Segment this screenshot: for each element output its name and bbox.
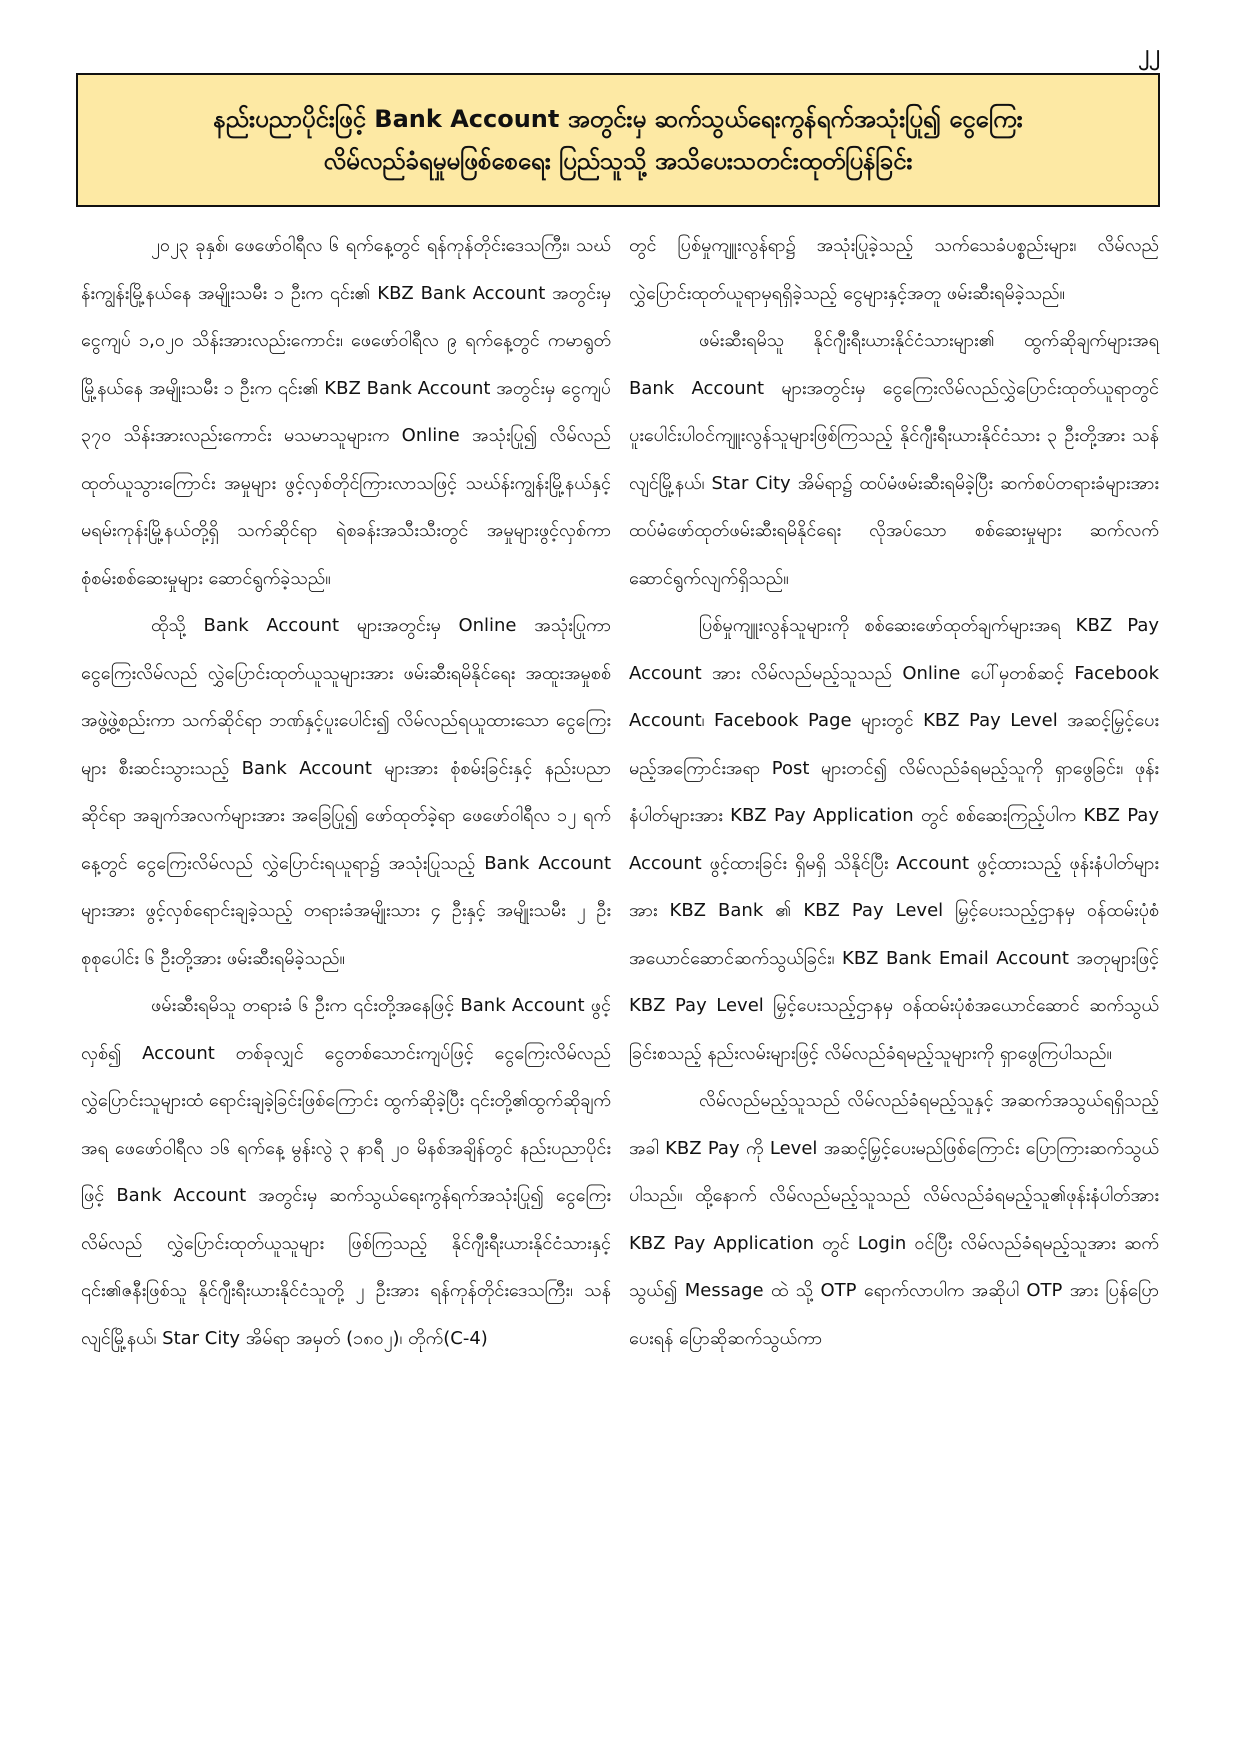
title-box: [76, 73, 1160, 207]
right-paragraph-3: ပြစ်မှုကျူးလွန်သူများကို စစ်ဆေးဖော်ထုတ်ချက်များအရ KBZ Pay Account အား လိမ်လည်မည့်သူသည် Online ပေါ်မှတစ်ဆင့် Facebook Account၊ Facebook Page များတွင် KBZ Pay Level အဆင့်မြှင့်ပေးမည့်အကြောင်းအရာ Post များတင်၍ လိမ်လည်ခံရမည့်သူကို ရှာဖွေခြင်း၊ ဖုန်းနံပါတ်များအား KBZ Pay Application တွင် စစ်ဆေးကြည့်ပါက KBZ Pay Account ဖွင့်ထားခြင်း ရှိမရှိ သိနိုင်ပြီး Account ဖွင့်ထားသည့် ဖုန်းနံပါတ်များအား KBZ Bank ၏ KBZ Pay Level မြှင့်ပေးသည့်ဌာနမှ ဝန်ထမ်းပုံစံ အယောင်ဆောင်ဆက်သွယ်ခြင်း၊ KBZ Bank Email Account အတုများဖြင့် KBZ Pay Level မြှင့်ပေးသည့်ဌာနမှ ဝန်ထမ်းပုံစံအယောင်ဆောင် ဆက်သွယ်ခြင်းစသည့် နည်းလမ်းများဖြင့် လိမ်လည်ခံရမည့်သူများကို ရှာဖွေကြပါသည်။: [629, 615, 1159, 1064]
page-number: ၂၂: [1138, 41, 1160, 66]
right-paragraph-1: တွင် ပြစ်မှုကျူးလွန်ရာ၌ အသုံးပြုခဲ့သည့် သက်သေခံပစ္စည်းများ၊ လိမ်လည်လွှဲပြောင်းထုတ်ယူရာမှရရှိခဲ့သည့် ငွေများနှင့်အတူ ဖမ်းဆီးရမိခဲ့သည်။: [629, 235, 1159, 304]
right-column: [629, 222, 1159, 1362]
right-paragraph-2: ဖမ်းဆီးရမိသူ နိုင်ဂျီးရီးယားနိုင်ငံသားများ၏ ထွက်ဆိုချက်များအရ Bank Account များအတွင်းမှ ငွေကြေးလိမ်လည်လွှဲပြောင်းထုတ်ယူရာတွင် ပူးပေါင်းပါဝင်ကျူးလွန်သူများဖြစ်ကြသည့် နိုင်ဂျီးရီးယားနိုင်ငံသား ၃ ဦးတို့အား သန်လျင်မြို့နယ်၊ Star City အိမ်ရာ၌ ထပ်မံဖမ်းဆီးရမိခဲ့ပြီး ဆက်စပ်တရားခံများအား ထပ်မံဖော်ထုတ်ဖမ်းဆီးရမိနိုင်ရေး လိုအပ်သော စစ်ဆေးမှုများ ဆက်လက်ဆောင်ရွက်လျက်ရှိသည်။: [629, 330, 1159, 589]
left-paragraph-1: ၂၀၂၃ ခုနှစ်၊ ဖေဖော်ဝါရီလ ၆ ရက်နေ့တွင် ရန်ကုန်တိုင်းဒေသကြီး၊ သဃ်န်းကျွန်းမြို့နယ်နေ အမျိုးသမီး ၁ ဦးက ၎င်း၏ KBZ Bank Account အတွင်းမှ ငွေကျပ် ၁,၀၂၀ သိန်းအားလည်းကောင်း၊ ဖေဖော်ဝါရီလ ၉ ရက်နေ့တွင် ကမာရွတ်မြို့နယ်နေ အမျိုးသမီး ၁ ဦးက ၎င်း၏ KBZ Bank Account အတွင်းမှ ငွေကျပ် ၃၇၀ သိန်းအားလည်းကောင်း မသမာသူများက Online အသုံးပြု၍ လိမ်လည်ထုတ်ယူသွားကြောင်း အမှုများ ဖွင့်လှစ်တိုင်ကြားလာသဖြင့် သဃ်န်းကျွန်းမြို့နယ်နှင့် မရမ်းကုန်းမြို့နယ်တို့ရှိ သက်ဆိုင်ရာ ရဲစခန်းအသီးသီးတွင် အမှုများဖွင့်လှစ်ကာ စုံစမ်းစစ်ဆေးမှုများ ဆောင်ရွက်ခဲ့သည်။: [81, 235, 611, 589]
left-paragraph-2: ထိုသို့ Bank Account များအတွင်းမှ Online အသုံးပြုကာ ငွေကြေးလိမ်လည် လွှဲပြောင်းထုတ်ယူသူများအား ဖမ်းဆီးရမိနိုင်ရေး အထူးအမှုစစ်အဖွဲ့ဖွဲ့စည်းကာ သက်ဆိုင်ရာ ဘဏ်နှင့်ပူးပေါင်း၍ လိမ်လည်ရယူထားသော ငွေကြေးများ စီးဆင်းသွားသည့် Bank Account များအား စုံစမ်းခြင်းနှင့် နည်းပညာဆိုင်ရာ အချက်အလက်များအား အခြေပြု၍ ဖော်ထုတ်ခဲ့ရာ ဖေဖော်ဝါရီလ ၁၂ ရက်နေ့တွင် ငွေကြေးလိမ်လည် လွှဲပြောင်းရယူရာ၌ အသုံးပြုသည့် Bank Account များအား ဖွင့်လှစ်ရောင်းချခဲ့သည့် တရားခံအမျိုးသား ၄ ဦးနှင့် အမျိုးသမီး ၂ ဦး စုစုပေါင်း ၆ ဦးတို့အား ဖမ်းဆီးရမိခဲ့သည်။: [81, 615, 611, 969]
title-line-1: နည်းပညာပိုင်းဖြင့် Bank Account အတွင်းမှ ဆက်သွယ်ရေးကွန်ရက်အသုံးပြု၍ ငွေကြေး: [213, 105, 1023, 133]
left-column: [81, 222, 611, 1362]
left-paragraph-3: ဖမ်းဆီးရမိသူ တရားခံ ၆ ဦးက ၎င်းတို့အနေဖြင့် Bank Account ဖွင့်လှစ်၍ Account တစ်ခုလျှင် ငွေတစ်သောင်းကျပ်ဖြင့် ငွေကြေးလိမ်လည်လွှဲပြောင်းသူများထံ ရောင်းချခဲ့ခြင်းဖြစ်ကြောင်း ထွက်ဆိုခဲ့ပြီး ၎င်းတို့၏ထွက်ဆိုချက်အရ ဖေဖော်ဝါရီလ ၁၆ ရက်နေ့ မွန်းလွဲ ၃ နာရီ ၂၀ မိနစ်အချိန်တွင် နည်းပညာပိုင်းဖြင့် Bank Account အတွင်းမှ ဆက်သွယ်ရေးကွန်ရက်အသုံးပြု၍ ငွေကြေးလိမ်လည် လွှဲပြောင်းထုတ်ယူသူများ ဖြစ်ကြသည့် နိုင်ဂျီးရီးယားနိုင်ငံသားနှင့် ၎င်း၏ဇနီးဖြစ်သူ နိုင်ဂျီးရီးယားနိုင်ငံသူတို့ ၂ ဦးအား ရန်ကုန်တိုင်းဒေသကြီး၊ သန်လျင်မြို့နယ်၊ Star City အိမ်ရာ အမှတ် (၁၈၀၂)၊ တိုက်(C-4): [81, 995, 611, 1349]
title-line-2: လိမ်လည်ခံရမှုမဖြစ်စေရေး ပြည်သူသို့ အသိပေးသတင်းထုတ်ပြန်ခြင်း: [323, 147, 913, 175]
right-paragraph-4: လိမ်လည်မည့်သူသည် လိမ်လည်ခံရမည့်သူနှင့် အဆက်အသွယ်ရရှိသည့်အခါ KBZ Pay ကို Level အဆင့်မြှင့်ပေးမည်ဖြစ်ကြောင်း ပြောကြားဆက်သွယ်ပါသည်။ ထို့နောက် လိမ်လည်မည့်သူသည် လိမ်လည်ခံရမည့်သူ၏ဖုန်းနံပါတ်အား KBZ Pay Application တွင် Login ဝင်ပြီး လိမ်လည်ခံရမည့်သူအား ဆက်သွယ်၍ Message ထဲ သို့ OTP ရောက်လာပါက အဆိုပါ OTP အား ပြန်ပြောပေးရန် ပြောဆိုဆက်သွယ်ကာ: [629, 1090, 1159, 1349]
